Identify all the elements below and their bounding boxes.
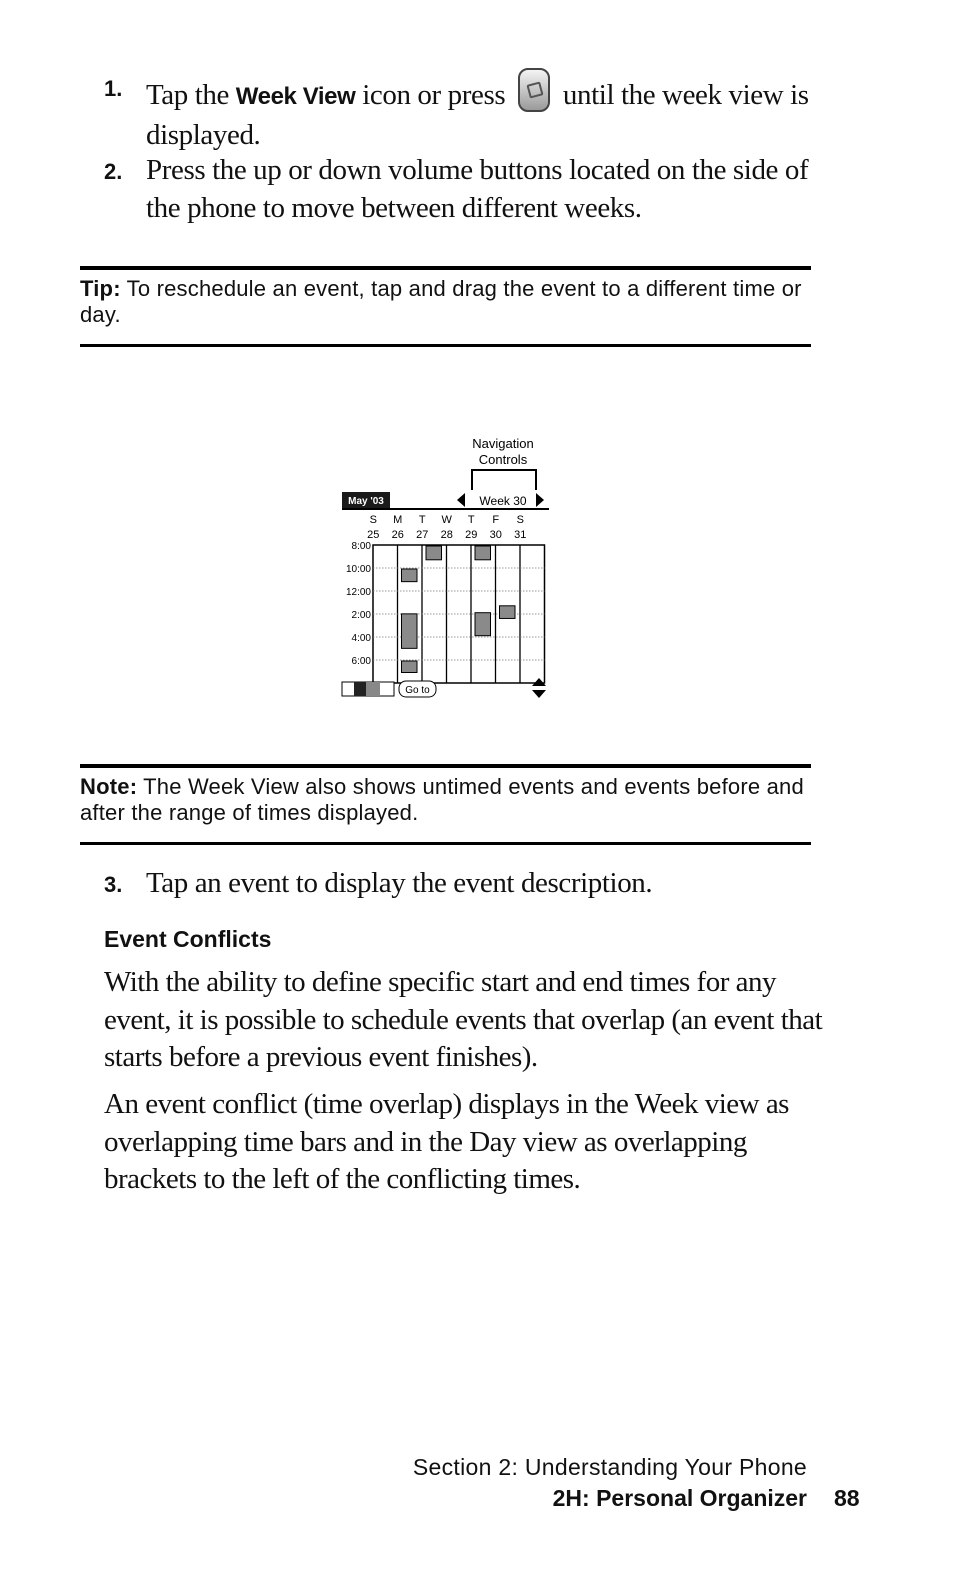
section-heading: Event Conflicts	[104, 926, 272, 952]
event-block[interactable]	[475, 546, 491, 560]
callout-bracket	[472, 470, 536, 490]
month-view-selector-button[interactable]	[366, 682, 380, 696]
tip-label: Tip:	[80, 276, 121, 301]
day-letter: T	[418, 514, 426, 526]
note-text: The Week View also shows untimed events and events before and after the range of times displayed.	[80, 774, 804, 825]
event-block[interactable]	[475, 613, 491, 636]
time-label: 12:00	[345, 587, 371, 598]
note-top-rule	[80, 764, 811, 768]
week-label: Week 30	[479, 494, 527, 508]
note-bottom-rule	[80, 842, 811, 845]
event-block[interactable]	[402, 614, 418, 649]
day-letter: F	[492, 514, 500, 526]
time-label: 4:00	[351, 633, 371, 644]
step-text: Tap the	[146, 79, 236, 111]
footer-chapter-title: 2H: Personal Organizer	[552, 1485, 807, 1511]
next-week-arrow-icon[interactable]	[536, 493, 544, 507]
day-letter: T	[467, 514, 475, 526]
scroll-down-arrow-icon[interactable]	[532, 690, 546, 698]
paragraph: With the ability to define specific start and end times for any event, it is possible to schedule events that overlap (an event that starts before a previous event finishes).	[104, 966, 823, 1073]
time-label: 10:00	[345, 564, 371, 575]
callout-line-1: Navigation	[472, 436, 534, 451]
day-date[interactable]: 26	[391, 529, 404, 541]
step-text: Tap an event to display the event description.	[146, 867, 653, 899]
page-number: 88	[834, 1485, 860, 1511]
day-date[interactable]: 29	[465, 529, 478, 541]
step-number: 1.	[104, 76, 123, 101]
step-text: icon or press	[355, 79, 513, 111]
time-label: 8:00	[351, 541, 371, 552]
week-view-label: Week View	[235, 83, 356, 110]
day-date[interactable]: 25	[367, 529, 380, 541]
step-number: 3.	[104, 872, 123, 897]
step-1	[104, 68, 824, 154]
day-headers	[367, 514, 526, 541]
previous-week-arrow-icon[interactable]	[457, 493, 465, 507]
note-callout	[80, 774, 811, 826]
day-date[interactable]: 31	[514, 529, 527, 541]
day-letter: S	[516, 514, 524, 526]
step-text: until the week view is displayed.	[146, 79, 809, 151]
grid-frame	[373, 545, 545, 683]
event-block[interactable]	[500, 606, 516, 619]
day-letter: W	[441, 514, 452, 526]
go-to-label: Go to	[405, 685, 430, 696]
event-block[interactable]	[402, 569, 418, 582]
note-label: Note:	[80, 774, 138, 799]
tip-bottom-rule	[80, 344, 811, 347]
step-number: 2.	[104, 159, 123, 184]
day-letter: M	[393, 514, 403, 526]
tip-callout	[80, 276, 811, 328]
time-label: 6:00	[351, 656, 371, 667]
day-date[interactable]: 27	[416, 529, 429, 541]
calendar-button-icon	[518, 68, 550, 112]
tip-text: To reschedule an event, tap and drag the event to a different time or day.	[80, 276, 802, 327]
callout-line-2: Controls	[478, 452, 528, 467]
step-2	[104, 151, 824, 227]
week-grid	[346, 541, 545, 683]
month-label: May '03	[348, 496, 384, 507]
step-text: Press the up or down volume buttons located on the side of the phone to move between different weeks.	[146, 154, 809, 224]
day-date[interactable]: 30	[489, 529, 502, 541]
step-3	[104, 864, 824, 902]
week-view-screenshot	[320, 430, 580, 710]
event-block[interactable]	[426, 546, 442, 560]
footer-section-title: Section 2: Understanding Your Phone	[412, 1454, 807, 1480]
event-block[interactable]	[402, 661, 418, 673]
tip-top-rule	[80, 266, 811, 270]
time-label: 2:00	[351, 610, 371, 621]
day-letter: S	[369, 514, 377, 526]
week-view-selector-button[interactable]	[354, 682, 366, 696]
paragraph: An event conflict (time overlap) displays in the Week view as overlapping time bars and in the Day view as overlapping brackets to the left of the conflicting times.	[104, 1088, 789, 1195]
day-date[interactable]: 28	[440, 529, 453, 541]
